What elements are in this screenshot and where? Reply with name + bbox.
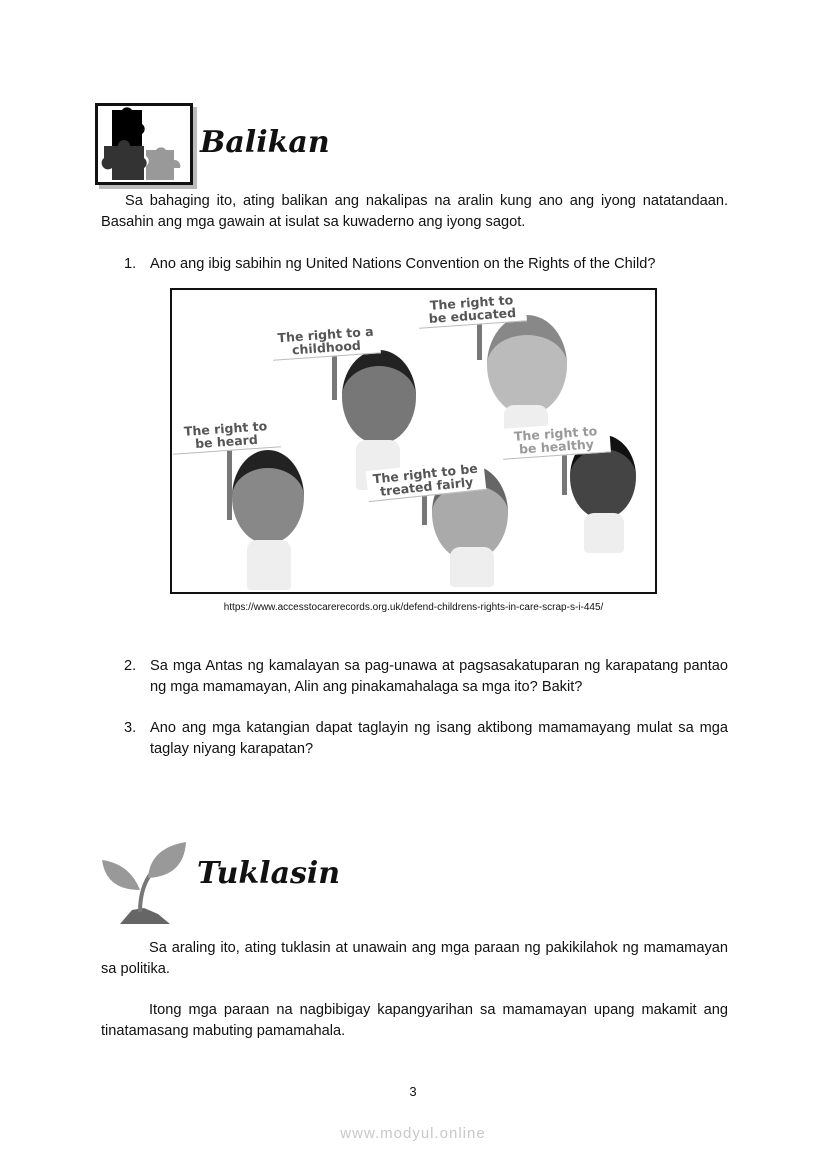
- childrens-rights-illustration: [170, 288, 657, 594]
- image-caption-link[interactable]: https://www.accesstocarerecords.org.uk/defend-childrens-rights-in-care-scrap-s-i-445/: [223, 602, 604, 613]
- page-number: 3: [409, 1084, 417, 1099]
- sign-heard: The right to be heard: [171, 416, 281, 454]
- watermark: www.modyul.online: [340, 1125, 486, 1142]
- sign-educated: The right to be educated: [417, 290, 527, 328]
- tuklasin-paragraph: Itong mga paraan na nagbibigay kapangyarihan sa mamamayan upang makamit ang tinatamasang mabuting pamamahala.: [101, 1002, 728, 1039]
- question-number: 2.: [124, 658, 137, 674]
- balikan-intro: Sa bahaging ito, ating balikan ang nakalipas na aralin kung ano ang iyong natatandaan. Basahin ang mga gawain at isulat sa kuwaderno ang iyong sagot.: [101, 193, 728, 230]
- tuklasin-paragraph: Sa araling ito, ating tuklasin at unawain ang mga paraan ng pakikilahok ng mamamayan sa politika.: [101, 940, 728, 977]
- section-title-balikan: Balikan: [200, 125, 330, 160]
- section-title-tuklasin: Tuklasin: [197, 856, 341, 891]
- question-text: Sa mga Antas ng kamalayan sa pag-unawa at pagsasakatuparan ng karapatang pantao ng mga mamamayan, Alin ang pinakamahalaga sa mga ito? Bakit?: [150, 658, 728, 695]
- sign-treated-fairly: The right to be treated fairly: [366, 459, 487, 502]
- puzzle-icon: [95, 103, 193, 185]
- sprout-icon: [100, 840, 190, 926]
- question-number: 1.: [124, 256, 137, 272]
- question-number: 3.: [124, 720, 137, 736]
- sign-healthy: The right to be healthy: [501, 421, 611, 459]
- sign-childhood: The right to a childhood: [271, 322, 381, 360]
- question-text: Ano ang mga katangian dapat taglayin ng isang aktibong mamamayang mulat sa mga taglay niyang karapatan?: [150, 720, 728, 757]
- question-text: Ano ang ibig sabihin ng United Nations Convention on the Rights of the Child?: [150, 256, 656, 272]
